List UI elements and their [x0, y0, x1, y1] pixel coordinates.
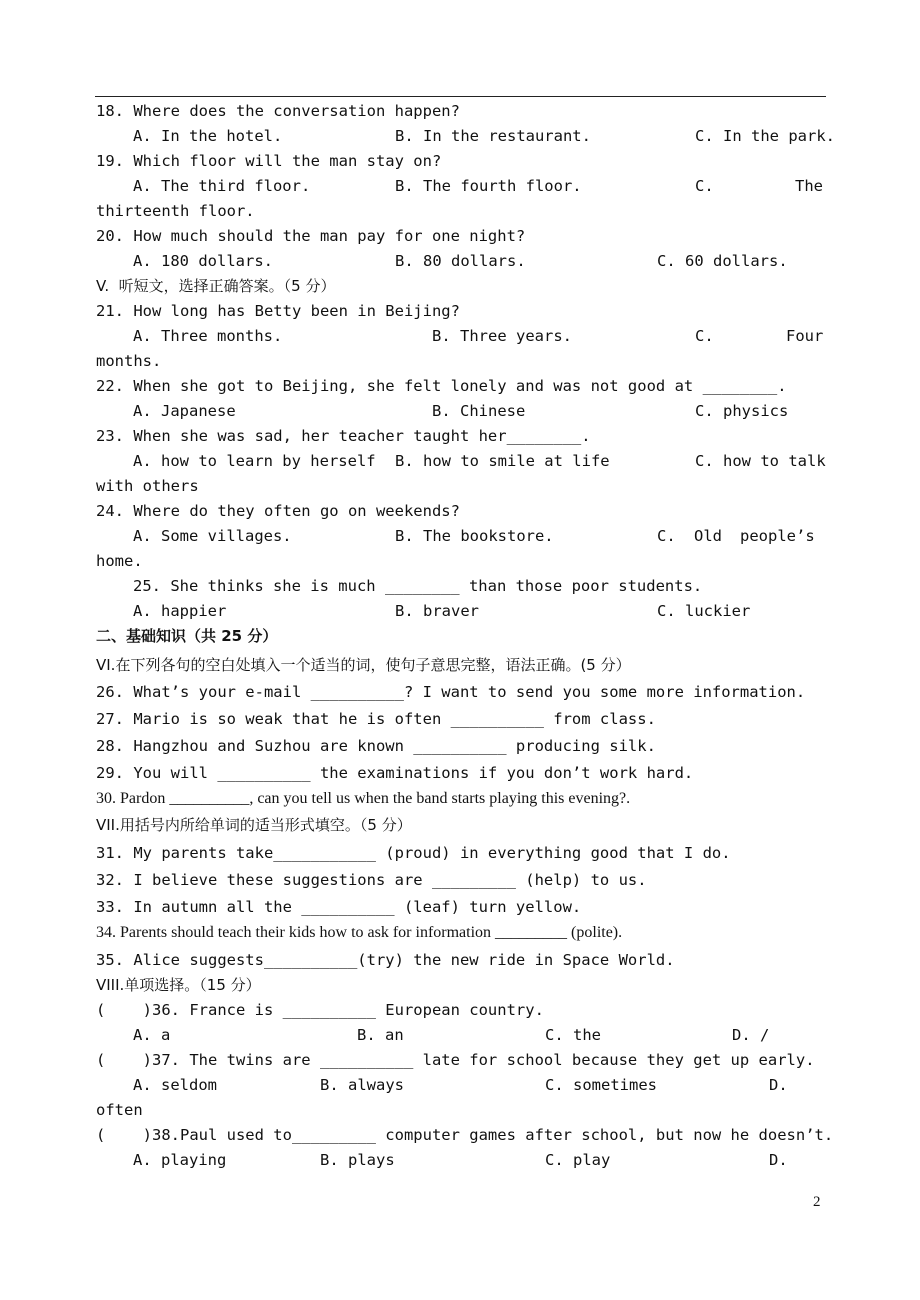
question-18-stem: 18. Where does the conversation happen? [96, 102, 460, 120]
q24-option-b: B. The bookstore. [395, 527, 554, 545]
fill-blank-item: 29. You will __________ the examinations if you don’t work hard. [96, 764, 694, 782]
q20-option-b: B. 80 dollars. [395, 252, 526, 270]
q22-option-c: C. physics [695, 402, 789, 420]
q38-option-a: A. playing [133, 1151, 227, 1169]
section-v-heading: V. 听短文，选择正确答案。（5 分） [96, 277, 336, 295]
word-form-item: 31. My parents take___________ (proud) in everything good that I do. [96, 844, 731, 862]
question-38-stem: ( )38.Paul used to_________ computer games after school, but now he doesn’t. [96, 1126, 834, 1144]
q25-option-a: A. happier [133, 602, 227, 620]
q37-option-c: C. sometimes [545, 1076, 657, 1094]
q21-option-c-text: Four [786, 327, 824, 345]
q38-option-d-label: D. [769, 1151, 788, 1169]
question-25-stem: 25. She thinks she is much ________ than those poor students. [133, 577, 703, 595]
q36-option-c: C. the [545, 1026, 601, 1044]
q24-option-c-wrap: home. [96, 552, 143, 570]
word-form-item: 33. In autumn all the __________ (leaf) turn yellow. [96, 898, 582, 916]
q36-option-a: A. a [133, 1026, 171, 1044]
section-viii-heading: VIII.单项选择。（15 分） [96, 976, 261, 994]
q18-option-b: B. In the restaurant. [395, 127, 591, 145]
page-number: 2 [813, 1194, 821, 1210]
q21-option-b: B. Three years. [432, 327, 572, 345]
q23-option-c-wrap: with others [96, 477, 199, 495]
question-36-stem: ( )36. France is __________ European country. [96, 1001, 544, 1019]
q24-option-a: A. Some villages. [133, 527, 292, 545]
question-23-stem: 23. When she was sad, her teacher taught her________. [96, 427, 591, 445]
q36-option-d: D. / [732, 1026, 770, 1044]
q25-option-c: C. luckier [657, 602, 751, 620]
q20-option-c: C. 60 dollars. [657, 252, 788, 270]
header-rule [95, 96, 826, 97]
q23-option-c: C. how to talk [695, 452, 826, 470]
q24-option-c-label: C. [657, 527, 676, 545]
q19-option-b: B. The fourth floor. [395, 177, 582, 195]
q38-option-b: B. plays [320, 1151, 395, 1169]
q22-option-a: A. Japanese [133, 402, 236, 420]
question-21-stem: 21. How long has Betty been in Beijing? [96, 302, 460, 320]
question-37-stem: ( )37. The twins are __________ late for school because they get up early. [96, 1051, 815, 1069]
question-22-stem: 22. When she got to Beijing, she felt lonely and was not good at ________. [96, 377, 787, 395]
q19-option-c-wrap: thirteenth floor. [96, 202, 255, 220]
q24-option-c-word1: Old [694, 527, 722, 545]
q37-option-a: A. seldom [133, 1076, 217, 1094]
q19-option-c-text: The [795, 177, 823, 195]
word-form-item: 32. I believe these suggestions are _________ (help) to us. [96, 871, 647, 889]
q20-option-a: A. 180 dollars. [133, 252, 273, 270]
q21-option-c-label: C. [695, 327, 714, 345]
q18-option-c: C. In the park. [695, 127, 835, 145]
question-20-stem: 20. How much should the man pay for one night? [96, 227, 526, 245]
fill-blank-item: 28. Hangzhou and Suzhou are known __________ producing silk. [96, 737, 656, 755]
q38-option-c: C. play [545, 1151, 611, 1169]
section-vii-heading: VII.用括号内所给单词的适当形式填空。（5 分） [96, 816, 412, 834]
q23-option-b: B. how to smile at life [395, 452, 610, 470]
q19-option-c-label: C. [695, 177, 714, 195]
q18-option-a: A. In the hotel. [133, 127, 283, 145]
q24-option-c-word2: people’s [740, 527, 815, 545]
fill-blank-item: 26. What’s your e-mail __________? I want to send you some more information. [96, 683, 806, 701]
q36-option-b: B. an [357, 1026, 404, 1044]
fill-blank-item: 27. Mario is so weak that he is often __________ from class. [96, 710, 656, 728]
question-24-stem: 24. Where do they often go on weekends? [96, 502, 460, 520]
q19-option-a: A. The third floor. [133, 177, 311, 195]
q22-option-b: B. Chinese [432, 402, 526, 420]
question-19-stem: 19. Which floor will the man stay on? [96, 152, 442, 170]
fill-blank-item: 30. Pardon __________, can you tell us when the band starts playing this evening?. [96, 790, 631, 807]
q21-option-a: A. Three months. [133, 327, 283, 345]
q25-option-b: B. braver [395, 602, 479, 620]
q37-option-d-label: D. [769, 1076, 788, 1094]
part-two-heading: 二、基础知识（共 25 分） [96, 627, 278, 645]
q21-option-c-wrap: months. [96, 352, 162, 370]
q37-option-d-wrap: often [96, 1101, 143, 1119]
q37-option-b: B. always [320, 1076, 404, 1094]
section-vi-heading: VI.在下列各句的空白处填入一个适当的词，使句子意思完整，语法正确。(5 分） [96, 656, 631, 674]
word-form-item: 34. Parents should teach their kids how to ask for information _________ (polite). [96, 924, 623, 941]
q23-option-a: A. how to learn by herself [133, 452, 376, 470]
word-form-item: 35. Alice suggests__________(try) the new ride in Space World. [96, 951, 675, 969]
